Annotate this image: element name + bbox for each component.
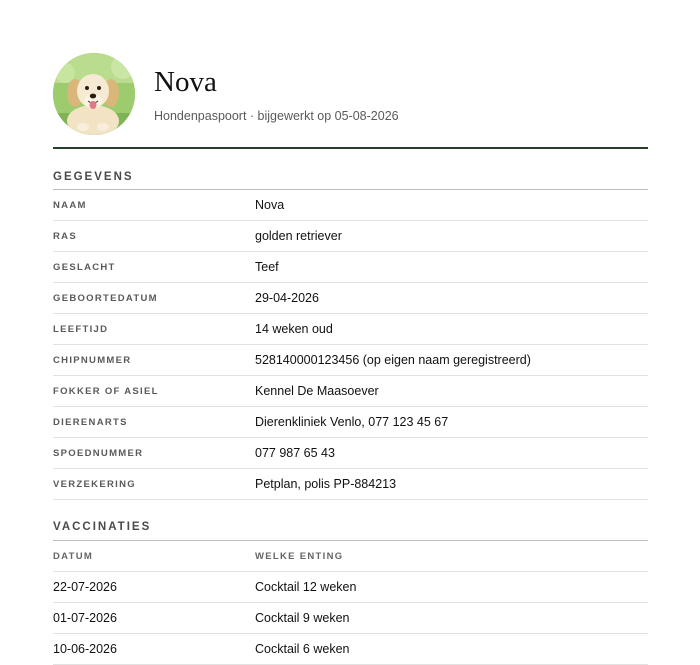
passport-page xyxy=(53,0,648,665)
vaccination-date: 22-07-2026 xyxy=(53,580,117,594)
detail-row-vet xyxy=(53,407,648,438)
detail-label: FOKKER OF ASIEL xyxy=(53,385,159,397)
detail-row-name xyxy=(53,190,648,221)
vaccination-name: Cocktail 9 weken xyxy=(255,611,350,625)
detail-value: 077 987 65 43 xyxy=(255,446,335,460)
detail-label: VERZEKERING xyxy=(53,478,136,490)
detail-row-chip xyxy=(53,345,648,376)
detail-label: GESLACHT xyxy=(53,261,116,273)
detail-row-breeder xyxy=(53,376,648,407)
detail-row-birthdate xyxy=(53,283,648,314)
detail-value: golden retriever xyxy=(255,229,342,243)
vaccination-row xyxy=(53,572,648,603)
detail-label: NAAM xyxy=(53,199,87,211)
detail-label: SPOEDNUMMER xyxy=(53,447,144,459)
vaccination-name: Cocktail 12 weken xyxy=(255,580,357,594)
vaccinations-section xyxy=(53,500,648,665)
passport-subtitle: Hondenpaspoort · bijgewerkt op 05-08-2026 xyxy=(154,109,399,123)
detail-label: GEBOORTEDATUM xyxy=(53,292,158,304)
detail-row-insurance xyxy=(53,469,648,500)
column-header-date: DATUM xyxy=(53,550,94,562)
vaccination-date: 10-06-2026 xyxy=(53,642,117,656)
passport-header xyxy=(53,0,648,149)
detail-row-breed xyxy=(53,221,648,252)
vaccination-date: 01-07-2026 xyxy=(53,611,117,625)
detail-value: 528140000123456 (op eigen naam geregistreerd) xyxy=(255,353,531,367)
dog-photo-illustration xyxy=(53,53,135,135)
detail-value: Petplan, polis PP-884213 xyxy=(255,477,397,491)
detail-value: Dierenkliniek Venlo, 077 123 45 67 xyxy=(255,415,449,429)
section-title-details: GEGEVENS xyxy=(53,149,648,190)
detail-label: RAS xyxy=(53,230,77,242)
column-header-vaccine: WELKE ENTING xyxy=(255,550,344,562)
detail-value: Nova xyxy=(255,198,285,212)
detail-label: CHIPNUMMER xyxy=(53,354,132,366)
vaccination-row xyxy=(53,634,648,665)
vaccination-name: Cocktail 6 weken xyxy=(255,642,350,656)
vaccination-row xyxy=(53,603,648,634)
dog-avatar xyxy=(53,53,135,135)
detail-value: 29-04-2026 xyxy=(255,291,319,305)
detail-row-emergency xyxy=(53,438,648,469)
detail-value: Teef xyxy=(255,260,279,274)
detail-label: LEEFTIJD xyxy=(53,323,109,335)
detail-label: DIERENARTS xyxy=(53,416,128,428)
detail-row-age xyxy=(53,314,648,345)
detail-row-sex xyxy=(53,252,648,283)
detail-value: Kennel De Maasoever xyxy=(255,384,379,398)
dog-name-title: Nova xyxy=(154,66,217,98)
vaccinations-table-header xyxy=(53,541,648,572)
details-section xyxy=(53,149,648,500)
section-title-vaccinations: VACCINATIES xyxy=(53,500,648,541)
detail-value: 14 weken oud xyxy=(255,322,333,336)
